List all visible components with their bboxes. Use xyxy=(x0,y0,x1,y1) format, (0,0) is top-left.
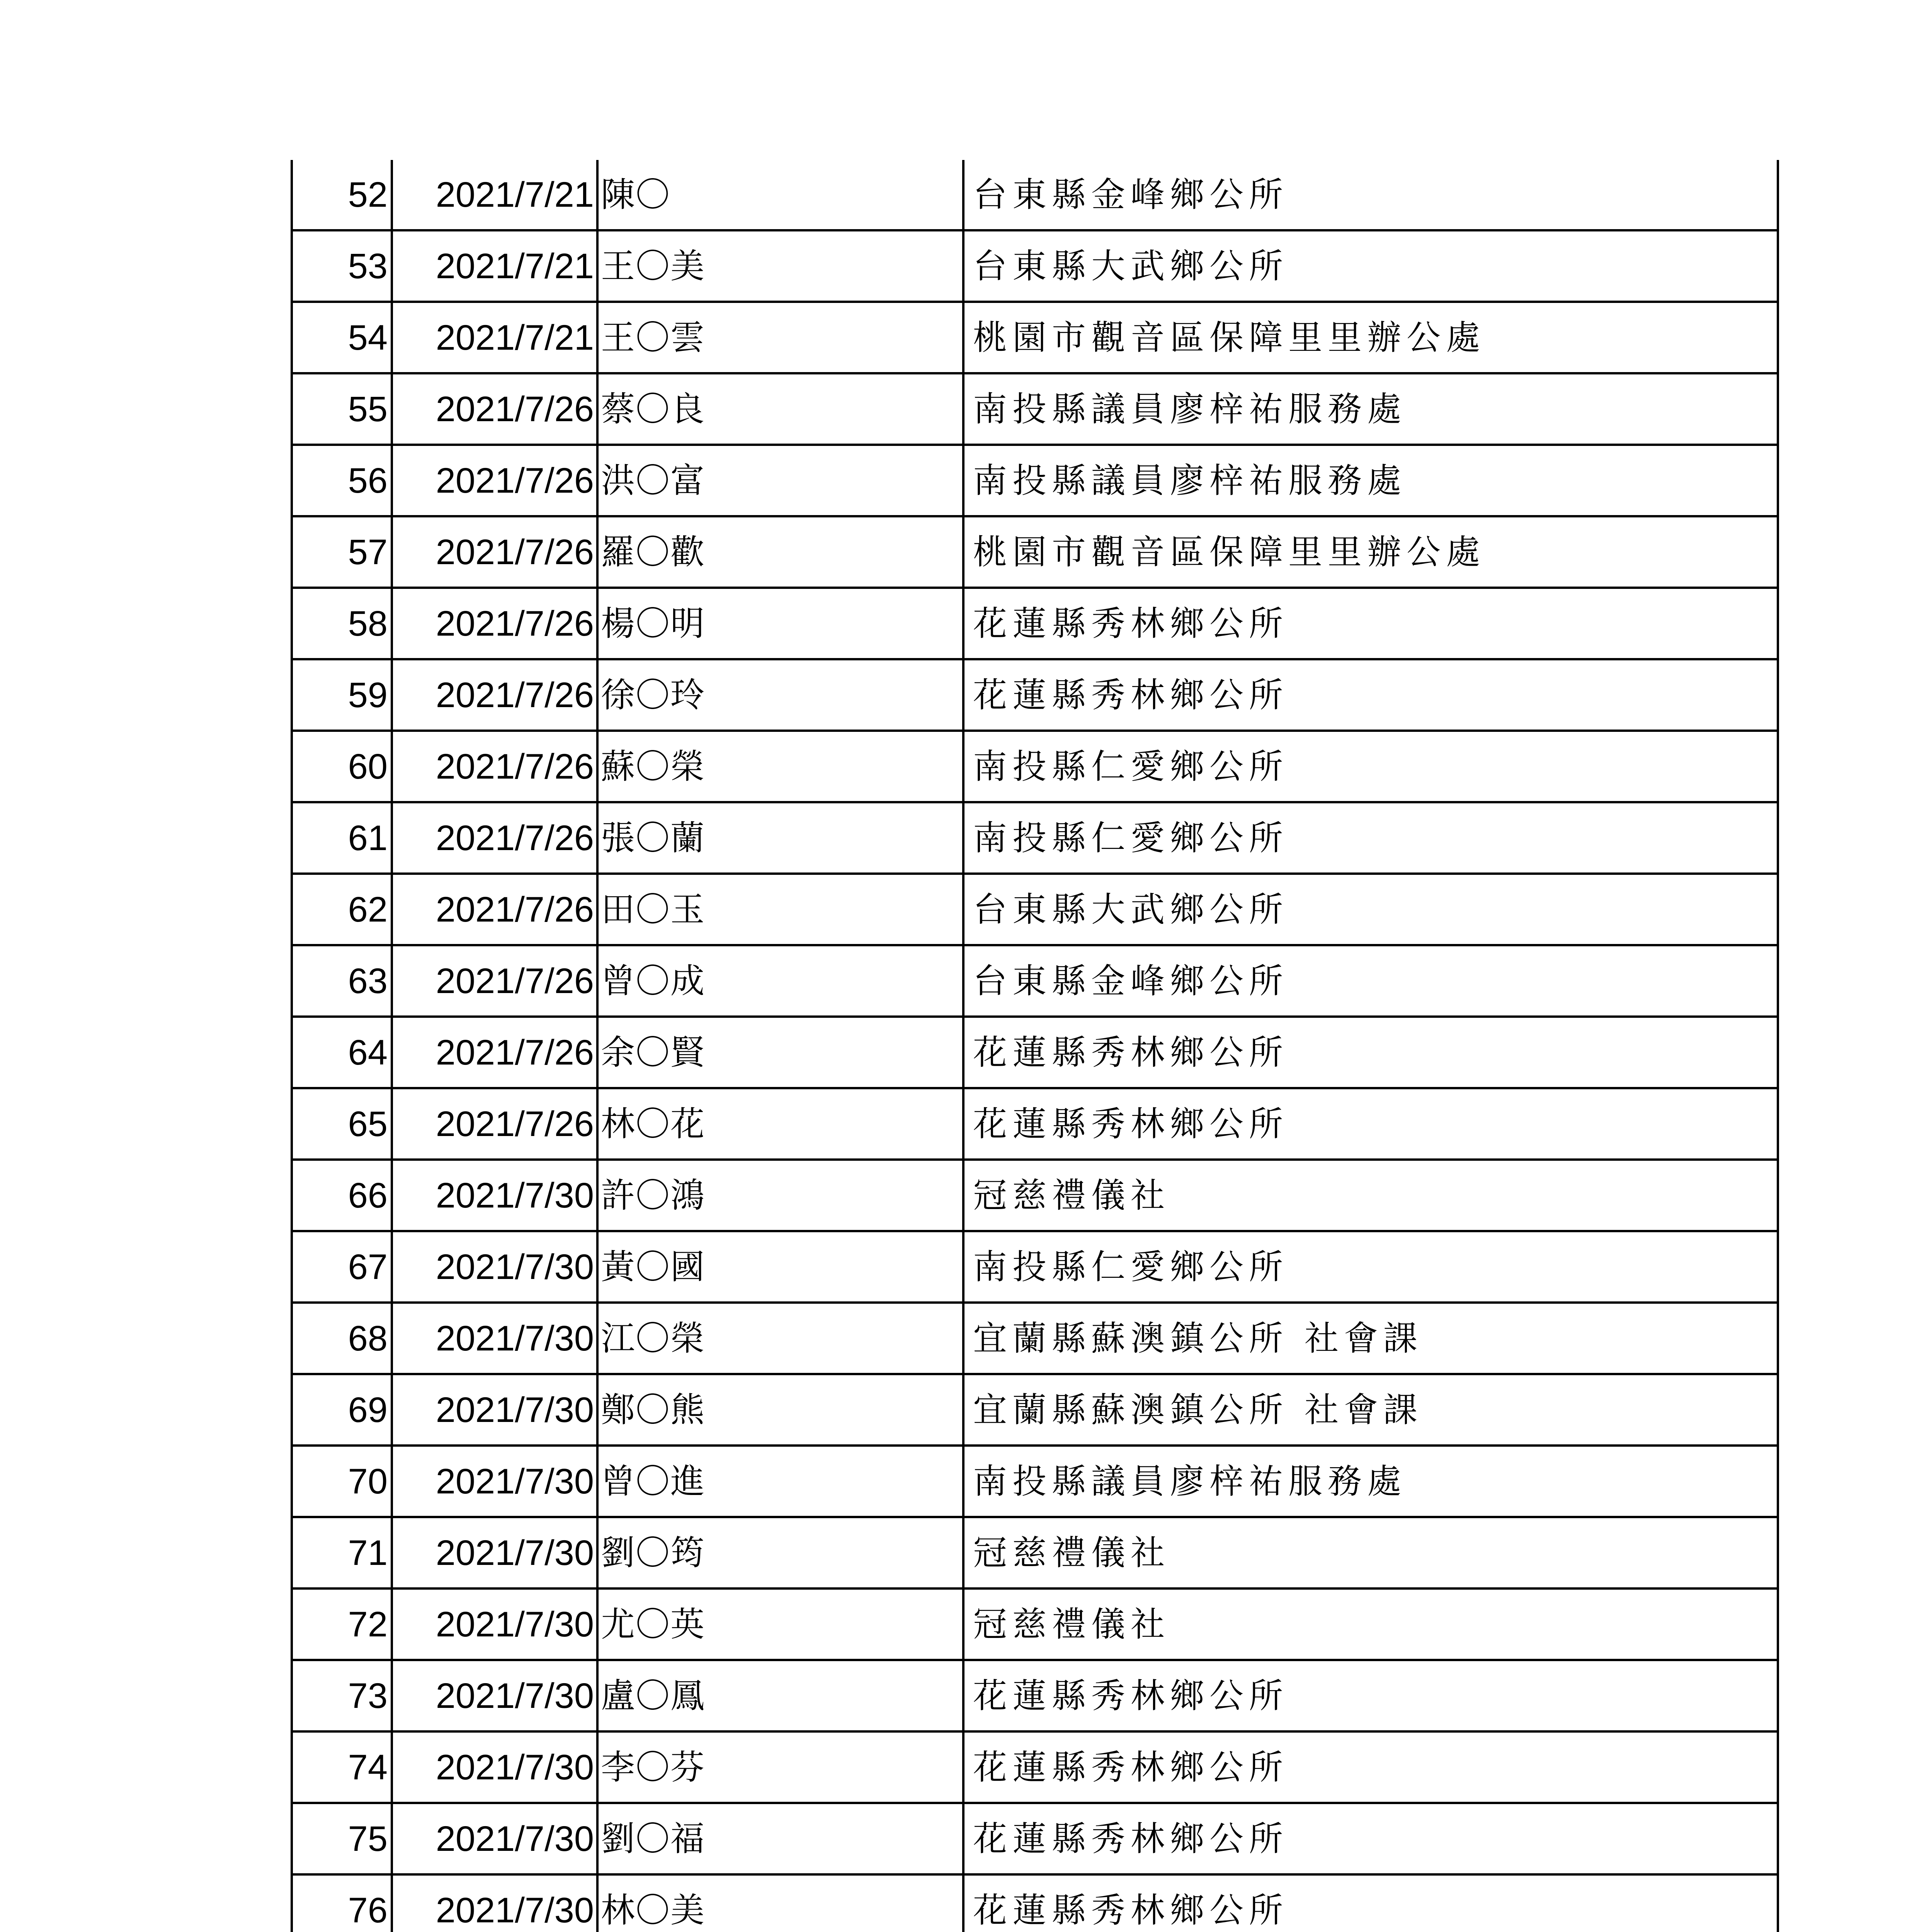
name-cell: 楊〇明 xyxy=(597,588,963,659)
date-cell: 2021/7/30 xyxy=(392,1517,597,1588)
records-table xyxy=(291,160,1779,1932)
row-number-cell: 52 xyxy=(292,160,392,230)
table-row xyxy=(292,1660,1778,1731)
table-row xyxy=(292,1731,1778,1803)
organization-cell: 宜蘭縣蘇澳鎮公所 社會課 xyxy=(963,1374,1778,1446)
table-row xyxy=(292,659,1778,731)
organization-cell: 南投縣議員廖梓祐服務處 xyxy=(963,373,1778,445)
organization-cell: 南投縣仁愛鄉公所 xyxy=(963,802,1778,874)
date-cell: 2021/7/30 xyxy=(392,1874,597,1932)
table-row xyxy=(292,1017,1778,1088)
row-number-cell: 70 xyxy=(292,1446,392,1517)
name-cell: 張〇蘭 xyxy=(597,802,963,874)
table-row xyxy=(292,945,1778,1017)
date-cell: 2021/7/26 xyxy=(392,588,597,659)
organization-cell: 花蓮縣秀林鄉公所 xyxy=(963,1660,1778,1731)
table-row xyxy=(292,802,1778,874)
row-number-cell: 64 xyxy=(292,1017,392,1088)
name-cell: 田〇玉 xyxy=(597,874,963,945)
name-cell: 盧〇鳳 xyxy=(597,1660,963,1731)
row-number-cell: 54 xyxy=(292,302,392,373)
organization-cell: 冠慈禮儀社 xyxy=(963,1588,1778,1660)
date-cell: 2021/7/26 xyxy=(392,802,597,874)
organization-cell: 南投縣仁愛鄉公所 xyxy=(963,1231,1778,1303)
row-number-cell: 68 xyxy=(292,1303,392,1374)
date-cell: 2021/7/30 xyxy=(392,1803,597,1874)
table-row xyxy=(292,1231,1778,1303)
table-row xyxy=(292,731,1778,802)
name-cell: 蘇〇榮 xyxy=(597,731,963,802)
table-row xyxy=(292,1088,1778,1160)
organization-cell: 冠慈禮儀社 xyxy=(963,1517,1778,1588)
table-row xyxy=(292,1874,1778,1932)
name-cell: 曾〇進 xyxy=(597,1446,963,1517)
name-cell: 陳〇 xyxy=(597,160,963,230)
date-cell: 2021/7/26 xyxy=(392,1088,597,1160)
organization-cell: 花蓮縣秀林鄉公所 xyxy=(963,1874,1778,1932)
row-number-cell: 62 xyxy=(292,874,392,945)
date-cell: 2021/7/26 xyxy=(392,516,597,588)
records-table-body xyxy=(292,160,1778,1932)
date-cell: 2021/7/21 xyxy=(392,230,597,302)
table-row xyxy=(292,588,1778,659)
row-number-cell: 57 xyxy=(292,516,392,588)
name-cell: 蔡〇良 xyxy=(597,373,963,445)
name-cell: 江〇榮 xyxy=(597,1303,963,1374)
date-cell: 2021/7/30 xyxy=(392,1660,597,1731)
organization-cell: 台東縣大武鄉公所 xyxy=(963,230,1778,302)
date-cell: 2021/7/26 xyxy=(392,445,597,516)
table-row xyxy=(292,1303,1778,1374)
table-row xyxy=(292,445,1778,516)
table-row xyxy=(292,230,1778,302)
table-row xyxy=(292,302,1778,373)
name-cell: 黃〇國 xyxy=(597,1231,963,1303)
name-cell: 鄭〇熊 xyxy=(597,1374,963,1446)
table-row xyxy=(292,874,1778,945)
organization-cell: 台東縣金峰鄉公所 xyxy=(963,160,1778,230)
organization-cell: 桃園市觀音區保障里里辦公處 xyxy=(963,516,1778,588)
date-cell: 2021/7/30 xyxy=(392,1731,597,1803)
name-cell: 李〇芬 xyxy=(597,1731,963,1803)
name-cell: 林〇美 xyxy=(597,1874,963,1932)
table-row xyxy=(292,1803,1778,1874)
date-cell: 2021/7/30 xyxy=(392,1446,597,1517)
name-cell: 劉〇筠 xyxy=(597,1517,963,1588)
date-cell: 2021/7/21 xyxy=(392,160,597,230)
table-row xyxy=(292,1446,1778,1517)
date-cell: 2021/7/30 xyxy=(392,1303,597,1374)
row-number-cell: 60 xyxy=(292,731,392,802)
table-row xyxy=(292,516,1778,588)
row-number-cell: 67 xyxy=(292,1231,392,1303)
table-row xyxy=(292,373,1778,445)
date-cell: 2021/7/21 xyxy=(392,302,597,373)
organization-cell: 花蓮縣秀林鄉公所 xyxy=(963,1803,1778,1874)
table-row xyxy=(292,1517,1778,1588)
row-number-cell: 61 xyxy=(292,802,392,874)
row-number-cell: 55 xyxy=(292,373,392,445)
name-cell: 尤〇英 xyxy=(597,1588,963,1660)
date-cell: 2021/7/30 xyxy=(392,1374,597,1446)
date-cell: 2021/7/30 xyxy=(392,1588,597,1660)
organization-cell: 南投縣議員廖梓祐服務處 xyxy=(963,445,1778,516)
date-cell: 2021/7/26 xyxy=(392,1017,597,1088)
row-number-cell: 56 xyxy=(292,445,392,516)
date-cell: 2021/7/26 xyxy=(392,373,597,445)
date-cell: 2021/7/26 xyxy=(392,731,597,802)
organization-cell: 台東縣金峰鄉公所 xyxy=(963,945,1778,1017)
row-number-cell: 73 xyxy=(292,1660,392,1731)
date-cell: 2021/7/30 xyxy=(392,1231,597,1303)
row-number-cell: 59 xyxy=(292,659,392,731)
row-number-cell: 69 xyxy=(292,1374,392,1446)
row-number-cell: 53 xyxy=(292,230,392,302)
organization-cell: 桃園市觀音區保障里里辦公處 xyxy=(963,302,1778,373)
row-number-cell: 66 xyxy=(292,1160,392,1231)
table-row xyxy=(292,1588,1778,1660)
table-row xyxy=(292,1374,1778,1446)
date-cell: 2021/7/26 xyxy=(392,874,597,945)
name-cell: 王〇雲 xyxy=(597,302,963,373)
table-row xyxy=(292,160,1778,230)
name-cell: 羅〇歡 xyxy=(597,516,963,588)
name-cell: 林〇花 xyxy=(597,1088,963,1160)
row-number-cell: 76 xyxy=(292,1874,392,1932)
row-number-cell: 58 xyxy=(292,588,392,659)
organization-cell: 宜蘭縣蘇澳鎮公所 社會課 xyxy=(963,1303,1778,1374)
name-cell: 劉〇福 xyxy=(597,1803,963,1874)
organization-cell: 花蓮縣秀林鄉公所 xyxy=(963,1731,1778,1803)
name-cell: 徐〇玲 xyxy=(597,659,963,731)
date-cell: 2021/7/26 xyxy=(392,659,597,731)
name-cell: 余〇賢 xyxy=(597,1017,963,1088)
organization-cell: 台東縣大武鄉公所 xyxy=(963,874,1778,945)
organization-cell: 冠慈禮儀社 xyxy=(963,1160,1778,1231)
row-number-cell: 63 xyxy=(292,945,392,1017)
organization-cell: 花蓮縣秀林鄉公所 xyxy=(963,659,1778,731)
row-number-cell: 75 xyxy=(292,1803,392,1874)
organization-cell: 南投縣仁愛鄉公所 xyxy=(963,731,1778,802)
row-number-cell: 72 xyxy=(292,1588,392,1660)
organization-cell: 花蓮縣秀林鄉公所 xyxy=(963,1017,1778,1088)
date-cell: 2021/7/30 xyxy=(392,1160,597,1231)
organization-cell: 南投縣議員廖梓祐服務處 xyxy=(963,1446,1778,1517)
name-cell: 王〇美 xyxy=(597,230,963,302)
row-number-cell: 71 xyxy=(292,1517,392,1588)
row-number-cell: 65 xyxy=(292,1088,392,1160)
date-cell: 2021/7/26 xyxy=(392,945,597,1017)
name-cell: 曾〇成 xyxy=(597,945,963,1017)
row-number-cell: 74 xyxy=(292,1731,392,1803)
organization-cell: 花蓮縣秀林鄉公所 xyxy=(963,1088,1778,1160)
name-cell: 洪〇富 xyxy=(597,445,963,516)
table-row xyxy=(292,1160,1778,1231)
name-cell: 許〇鴻 xyxy=(597,1160,963,1231)
organization-cell: 花蓮縣秀林鄉公所 xyxy=(963,588,1778,659)
